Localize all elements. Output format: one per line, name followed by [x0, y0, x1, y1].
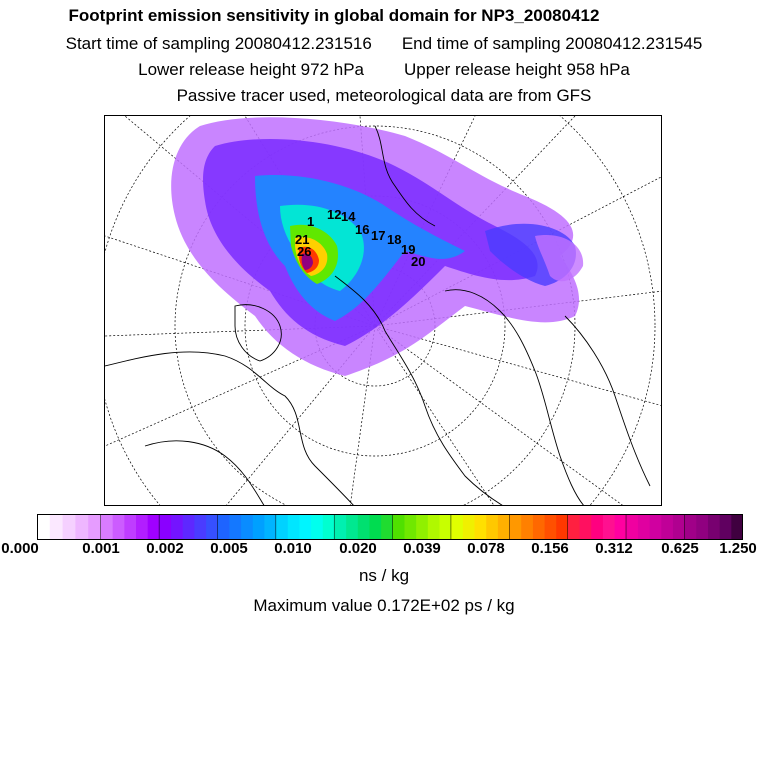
colorbar-swatch — [661, 514, 673, 540]
colorbar-swatch — [638, 514, 650, 540]
colorbar-swatch — [323, 514, 335, 540]
colorbar-swatch — [673, 514, 685, 540]
trajectory-label: 19 — [401, 242, 416, 257]
colorbar-tick-label: 0.312 — [595, 540, 633, 557]
colorbar-swatch — [101, 514, 113, 540]
colorbar-tick-label: 0.156 — [531, 540, 569, 557]
trajectory-label: 21 — [295, 232, 310, 247]
colorbar-swatch — [369, 514, 381, 540]
colorbar-units: ns / kg — [358, 566, 410, 585]
colorbar-tick-label: 0.005 — [210, 540, 248, 557]
colorbar-swatch — [334, 514, 346, 540]
colorbar-swatch — [720, 514, 732, 540]
colorbar-swatch — [241, 514, 253, 540]
colorbar-tick-label: 0.625 — [661, 540, 699, 557]
meridian — [375, 326, 625, 506]
colorbar-swatch — [451, 514, 463, 540]
colorbar-swatch — [696, 514, 708, 540]
start-time-label: Start time of sampling 20080412.231516 — [65, 34, 372, 53]
colorbar-swatch — [159, 514, 171, 540]
colorbar-swatch — [183, 514, 195, 540]
trajectory-label: 14 — [341, 209, 356, 224]
colorbar-swatch — [288, 514, 300, 540]
sampling-times — [0, 34, 768, 54]
lower-height-label: Lower release height 972 hPa — [138, 60, 364, 79]
colorbar-swatch — [75, 514, 88, 540]
colorbar-tick-label: 0.000 — [1, 540, 39, 557]
colorbar-swatch — [50, 514, 63, 540]
colorbar-swatch — [486, 514, 498, 540]
colorbar-swatch — [358, 514, 370, 540]
colorbar-swatch — [568, 514, 580, 540]
colorbar-swatch — [731, 514, 743, 540]
colorbar-swatch — [393, 514, 405, 540]
colorbar-swatch — [440, 514, 452, 540]
colorbar-swatch — [463, 514, 475, 540]
release-heights — [0, 60, 768, 80]
trajectory-label: 16 — [355, 222, 370, 237]
colorbar-swatch — [311, 514, 323, 540]
colorbar-swatch — [580, 514, 592, 540]
colorbar-swatch — [708, 514, 720, 540]
colorbar-swatch — [218, 514, 230, 540]
colorbar-swatch — [521, 514, 533, 540]
colorbar-swatch — [37, 514, 50, 540]
map-title: Footprint emission sensitivity in global domain for NP3_20080412 — [68, 6, 600, 25]
colorbar-tick-label: 1.250 — [719, 540, 757, 557]
coastline — [105, 352, 355, 506]
tracer-note: Passive tracer used, meteorological data are from GFS — [176, 86, 592, 105]
colorbar-swatch — [615, 514, 627, 540]
colorbar-swatch — [264, 514, 276, 540]
colorbar-swatch — [626, 514, 638, 540]
colorbar-swatch — [346, 514, 358, 540]
colorbar-swatch — [404, 514, 416, 540]
colorbar-tick-label: 0.039 — [403, 540, 441, 557]
colorbar-swatch — [148, 514, 160, 540]
colorbar-swatch — [591, 514, 603, 540]
trajectory-label: 26 — [297, 244, 312, 259]
colorbar-swatch — [194, 514, 206, 540]
colorbar-tick-label: 0.020 — [339, 540, 377, 557]
colorbar-swatch — [381, 514, 393, 540]
colorbar-swatch — [229, 514, 241, 540]
colorbar-swatch — [276, 514, 288, 540]
colorbar-swatch — [63, 514, 76, 540]
trajectory-label: 1 — [307, 214, 315, 229]
colorbar-tick-label: 0.002 — [146, 540, 184, 557]
colorbar-swatch — [136, 514, 148, 540]
upper-height-label: Upper release height 958 hPa — [404, 60, 630, 79]
coastline — [565, 316, 650, 486]
colorbar-swatch — [206, 514, 218, 540]
colorbar-swatch — [253, 514, 265, 540]
colorbar — [37, 514, 743, 540]
colorbar-swatch — [171, 514, 183, 540]
footprint-map — [104, 115, 662, 506]
colorbar-swatch — [416, 514, 428, 540]
colorbar-swatch — [124, 514, 136, 540]
footprint-plume — [171, 117, 583, 376]
colorbar-swatch — [498, 514, 510, 540]
map-canvas — [105, 116, 662, 506]
trajectory-label: 12 — [327, 207, 342, 222]
colorbar-swatch — [650, 514, 662, 540]
colorbar-swatch — [556, 514, 568, 540]
coastline — [445, 290, 585, 506]
colorbar-swatch — [685, 514, 697, 540]
colorbar-swatch — [88, 514, 101, 540]
colorbar-tick-label: 0.010 — [274, 540, 312, 557]
colorbar-swatch — [533, 514, 545, 540]
colorbar-swatch — [113, 514, 125, 540]
trajectory-label: 20 — [411, 254, 426, 269]
trajectory-label: 17 — [371, 228, 386, 243]
colorbar-swatch — [299, 514, 311, 540]
colorbar-tick-label: 0.078 — [467, 540, 505, 557]
colorbar-swatch — [475, 514, 487, 540]
end-time-label: End time of sampling 20080412.231545 — [401, 34, 703, 53]
colorbar-swatch — [545, 514, 557, 540]
colorbar-swatch — [428, 514, 440, 540]
maximum-value-label: Maximum value 0.172E+02 ps / kg — [253, 596, 515, 615]
coastline — [145, 441, 265, 506]
trajectory-label: 18 — [387, 232, 402, 247]
colorbar-swatch — [603, 514, 615, 540]
colorbar-swatch — [510, 514, 522, 540]
colorbar-tick-label: 0.001 — [82, 540, 120, 557]
